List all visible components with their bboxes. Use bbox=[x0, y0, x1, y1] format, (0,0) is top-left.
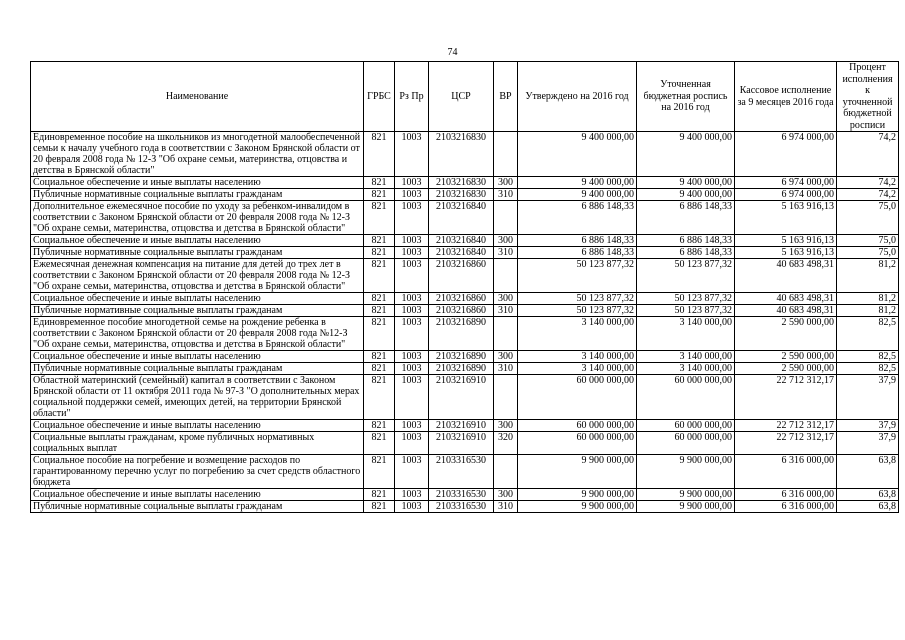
cell-grbs: 821 bbox=[364, 177, 395, 189]
table-row bbox=[31, 455, 899, 489]
table-header-row bbox=[31, 62, 899, 132]
cell-csr: 2103216860 bbox=[429, 259, 494, 293]
cell-approved: 50 123 877,32 bbox=[518, 293, 637, 305]
cell-grbs: 821 bbox=[364, 420, 395, 432]
cell-csr: 2103316530 bbox=[429, 501, 494, 513]
table-row bbox=[31, 201, 899, 235]
header-approved: Утверждено на 2016 год bbox=[518, 62, 637, 132]
cell-csr: 2103216840 bbox=[429, 201, 494, 235]
cell-grbs: 821 bbox=[364, 259, 395, 293]
cell-percent: 74,2 bbox=[837, 177, 899, 189]
cell-rzpr: 1003 bbox=[395, 432, 429, 455]
cell-refined: 3 140 000,00 bbox=[637, 351, 735, 363]
cell-grbs: 821 bbox=[364, 317, 395, 351]
cell-approved: 9 400 000,00 bbox=[518, 189, 637, 201]
cell-cash: 5 163 916,13 bbox=[735, 235, 837, 247]
cell-rzpr: 1003 bbox=[395, 177, 429, 189]
cell-vr: 310 bbox=[494, 247, 518, 259]
cell-percent: 75,0 bbox=[837, 235, 899, 247]
cell-percent: 81,2 bbox=[837, 305, 899, 317]
cell-csr: 2103216910 bbox=[429, 420, 494, 432]
cell-vr: 300 bbox=[494, 235, 518, 247]
cell-rzpr: 1003 bbox=[395, 420, 429, 432]
header-name: Наименование bbox=[31, 62, 364, 132]
cell-name: Единовременное пособие многодетной семье на рождение ребенка в соответствии с Законом Брянской области от 20 февраля 2008 года №12-З "Об охране семьи, материнства, отцовства и детства в Брянской области" bbox=[31, 317, 364, 351]
cell-vr: 300 bbox=[494, 351, 518, 363]
cell-grbs: 821 bbox=[364, 375, 395, 420]
cell-approved: 9 900 000,00 bbox=[518, 501, 637, 513]
cell-csr: 2103216910 bbox=[429, 432, 494, 455]
cell-csr: 2103216860 bbox=[429, 305, 494, 317]
table-body bbox=[31, 132, 899, 513]
cell-cash: 2 590 000,00 bbox=[735, 363, 837, 375]
cell-refined: 6 886 148,33 bbox=[637, 201, 735, 235]
cell-name: Социальное обеспечение и иные выплаты населению bbox=[31, 293, 364, 305]
cell-grbs: 821 bbox=[364, 351, 395, 363]
cell-cash: 40 683 498,31 bbox=[735, 259, 837, 293]
cell-vr: 310 bbox=[494, 189, 518, 201]
cell-csr: 2103216830 bbox=[429, 189, 494, 201]
cell-refined: 9 400 000,00 bbox=[637, 132, 735, 177]
cell-name: Социальное пособие на погребение и возмещение расходов по гарантированному перечню услуг по погребению за счет средств областного бюджета bbox=[31, 455, 364, 489]
cell-refined: 50 123 877,32 bbox=[637, 293, 735, 305]
cell-name: Единовременное пособие на школьников из многодетной малообеспеченной семьи к началу учебного года в соответствии с Законом Брянской области от 20 февраля 2008 года № 12-З "Об охране семьи, материнства, отцовства и детства в Брянской области" bbox=[31, 132, 364, 177]
table-row bbox=[31, 489, 899, 501]
cell-approved: 9 400 000,00 bbox=[518, 177, 637, 189]
cell-vr: 300 bbox=[494, 420, 518, 432]
cell-cash: 6 974 000,00 bbox=[735, 132, 837, 177]
cell-cash: 6 316 000,00 bbox=[735, 455, 837, 489]
cell-csr: 2103216890 bbox=[429, 351, 494, 363]
header-vr: ВР bbox=[494, 62, 518, 132]
cell-approved: 9 400 000,00 bbox=[518, 132, 637, 177]
cell-percent: 81,2 bbox=[837, 259, 899, 293]
cell-name: Публичные нормативные социальные выплаты гражданам bbox=[31, 305, 364, 317]
cell-csr: 2103216890 bbox=[429, 317, 494, 351]
cell-rzpr: 1003 bbox=[395, 501, 429, 513]
page-number: 74 bbox=[447, 47, 458, 58]
cell-percent: 37,9 bbox=[837, 375, 899, 420]
cell-grbs: 821 bbox=[364, 189, 395, 201]
budget-table bbox=[30, 61, 899, 513]
cell-grbs: 821 bbox=[364, 501, 395, 513]
cell-percent: 82,5 bbox=[837, 363, 899, 375]
cell-refined: 50 123 877,32 bbox=[637, 305, 735, 317]
cell-approved: 6 886 148,33 bbox=[518, 201, 637, 235]
cell-csr: 2103216890 bbox=[429, 363, 494, 375]
cell-percent: 37,9 bbox=[837, 432, 899, 455]
table-row bbox=[31, 501, 899, 513]
table-row bbox=[31, 363, 899, 375]
cell-name: Социальное обеспечение и иные выплаты населению bbox=[31, 420, 364, 432]
cell-grbs: 821 bbox=[364, 235, 395, 247]
cell-approved: 9 900 000,00 bbox=[518, 489, 637, 501]
cell-refined: 3 140 000,00 bbox=[637, 363, 735, 375]
cell-percent: 81,2 bbox=[837, 293, 899, 305]
table-row bbox=[31, 317, 899, 351]
cell-name: Дополнительное ежемесячное пособие по уходу за ребенком-инвалидом в соответствии с Законом Брянской области от 20 февраля 2008 года № 12-З "Об охране семьи, материнства, отцовства и детства в Брянской области" bbox=[31, 201, 364, 235]
cell-percent: 82,5 bbox=[837, 317, 899, 351]
cell-approved: 3 140 000,00 bbox=[518, 363, 637, 375]
cell-grbs: 821 bbox=[364, 455, 395, 489]
cell-rzpr: 1003 bbox=[395, 305, 429, 317]
header-rzpr: Рз Пр bbox=[395, 62, 429, 132]
cell-grbs: 821 bbox=[364, 201, 395, 235]
cell-cash: 5 163 916,13 bbox=[735, 247, 837, 259]
header-percent: Процент исполнения к уточненной бюджетной росписи bbox=[837, 62, 899, 132]
cell-refined: 9 400 000,00 bbox=[637, 177, 735, 189]
cell-rzpr: 1003 bbox=[395, 351, 429, 363]
header-cash: Кассовое исполнение за 9 месяцев 2016 года bbox=[735, 62, 837, 132]
cell-refined: 6 886 148,33 bbox=[637, 235, 735, 247]
cell-percent: 63,8 bbox=[837, 455, 899, 489]
cell-rzpr: 1003 bbox=[395, 489, 429, 501]
cell-refined: 9 900 000,00 bbox=[637, 455, 735, 489]
cell-name: Публичные нормативные социальные выплаты гражданам bbox=[31, 501, 364, 513]
cell-csr: 2103216830 bbox=[429, 177, 494, 189]
cell-percent: 63,8 bbox=[837, 489, 899, 501]
cell-cash: 22 712 312,17 bbox=[735, 420, 837, 432]
cell-vr bbox=[494, 317, 518, 351]
cell-grbs: 821 bbox=[364, 247, 395, 259]
cell-name: Социальное обеспечение и иные выплаты населению bbox=[31, 489, 364, 501]
table-row bbox=[31, 305, 899, 317]
cell-cash: 6 974 000,00 bbox=[735, 177, 837, 189]
cell-vr bbox=[494, 259, 518, 293]
cell-vr: 310 bbox=[494, 305, 518, 317]
cell-approved: 6 886 148,33 bbox=[518, 247, 637, 259]
cell-vr bbox=[494, 375, 518, 420]
cell-cash: 6 316 000,00 bbox=[735, 501, 837, 513]
cell-name: Публичные нормативные социальные выплаты гражданам bbox=[31, 247, 364, 259]
cell-refined: 9 400 000,00 bbox=[637, 189, 735, 201]
cell-name: Публичные нормативные социальные выплаты гражданам bbox=[31, 363, 364, 375]
cell-rzpr: 1003 bbox=[395, 317, 429, 351]
cell-grbs: 821 bbox=[364, 363, 395, 375]
table-row bbox=[31, 177, 899, 189]
table-row bbox=[31, 235, 899, 247]
table-row bbox=[31, 189, 899, 201]
table-row bbox=[31, 247, 899, 259]
cell-csr: 2103216910 bbox=[429, 375, 494, 420]
cell-csr: 2103216830 bbox=[429, 132, 494, 177]
header-refined: Уточненная бюджетная роспись на 2016 год bbox=[637, 62, 735, 132]
cell-percent: 82,5 bbox=[837, 351, 899, 363]
cell-rzpr: 1003 bbox=[395, 247, 429, 259]
cell-refined: 9 900 000,00 bbox=[637, 489, 735, 501]
table-row bbox=[31, 432, 899, 455]
cell-approved: 9 900 000,00 bbox=[518, 455, 637, 489]
cell-cash: 2 590 000,00 bbox=[735, 351, 837, 363]
cell-csr: 2103316530 bbox=[429, 489, 494, 501]
cell-vr: 300 bbox=[494, 293, 518, 305]
cell-refined: 3 140 000,00 bbox=[637, 317, 735, 351]
header-csr: ЦСР bbox=[429, 62, 494, 132]
cell-vr: 320 bbox=[494, 432, 518, 455]
cell-approved: 60 000 000,00 bbox=[518, 375, 637, 420]
cell-grbs: 821 bbox=[364, 293, 395, 305]
cell-grbs: 821 bbox=[364, 305, 395, 317]
cell-vr bbox=[494, 132, 518, 177]
cell-cash: 5 163 916,13 bbox=[735, 201, 837, 235]
table-row bbox=[31, 351, 899, 363]
cell-csr: 2103216860 bbox=[429, 293, 494, 305]
table-row bbox=[31, 293, 899, 305]
cell-cash: 22 712 312,17 bbox=[735, 432, 837, 455]
cell-name: Социальные выплаты гражданам, кроме публичных нормативных социальных выплат bbox=[31, 432, 364, 455]
cell-cash: 6 974 000,00 bbox=[735, 189, 837, 201]
cell-name: Социальное обеспечение и иные выплаты населению bbox=[31, 235, 364, 247]
cell-percent: 63,8 bbox=[837, 501, 899, 513]
cell-rzpr: 1003 bbox=[395, 201, 429, 235]
cell-cash: 6 316 000,00 bbox=[735, 489, 837, 501]
cell-approved: 3 140 000,00 bbox=[518, 317, 637, 351]
cell-refined: 60 000 000,00 bbox=[637, 375, 735, 420]
cell-approved: 50 123 877,32 bbox=[518, 259, 637, 293]
cell-name: Областной материнский (семейный) капитал в соответствии с Законом Брянской области от 11 октября 2011 года № 97-З "О дополнительных мерах социальной поддержки семей, имеющих детей, на территории Брянской области" bbox=[31, 375, 364, 420]
cell-rzpr: 1003 bbox=[395, 363, 429, 375]
cell-percent: 74,2 bbox=[837, 189, 899, 201]
cell-csr: 2103216840 bbox=[429, 247, 494, 259]
cell-refined: 9 900 000,00 bbox=[637, 501, 735, 513]
table-row bbox=[31, 259, 899, 293]
cell-rzpr: 1003 bbox=[395, 375, 429, 420]
cell-vr: 310 bbox=[494, 363, 518, 375]
cell-refined: 6 886 148,33 bbox=[637, 247, 735, 259]
cell-rzpr: 1003 bbox=[395, 189, 429, 201]
cell-approved: 50 123 877,32 bbox=[518, 305, 637, 317]
cell-percent: 37,9 bbox=[837, 420, 899, 432]
cell-name: Социальное обеспечение и иные выплаты населению bbox=[31, 351, 364, 363]
cell-name: Социальное обеспечение и иные выплаты населению bbox=[31, 177, 364, 189]
cell-approved: 6 886 148,33 bbox=[518, 235, 637, 247]
cell-percent: 74,2 bbox=[837, 132, 899, 177]
table-row bbox=[31, 132, 899, 177]
cell-refined: 50 123 877,32 bbox=[637, 259, 735, 293]
table-row bbox=[31, 375, 899, 420]
cell-approved: 60 000 000,00 bbox=[518, 420, 637, 432]
cell-approved: 3 140 000,00 bbox=[518, 351, 637, 363]
cell-grbs: 821 bbox=[364, 489, 395, 501]
cell-cash: 40 683 498,31 bbox=[735, 293, 837, 305]
cell-grbs: 821 bbox=[364, 432, 395, 455]
cell-rzpr: 1003 bbox=[395, 235, 429, 247]
cell-refined: 60 000 000,00 bbox=[637, 432, 735, 455]
cell-rzpr: 1003 bbox=[395, 259, 429, 293]
cell-percent: 75,0 bbox=[837, 201, 899, 235]
cell-vr: 310 bbox=[494, 501, 518, 513]
cell-cash: 2 590 000,00 bbox=[735, 317, 837, 351]
header-grbs: ГРБС bbox=[364, 62, 395, 132]
cell-vr bbox=[494, 201, 518, 235]
cell-vr bbox=[494, 455, 518, 489]
cell-cash: 22 712 312,17 bbox=[735, 375, 837, 420]
cell-name: Публичные нормативные социальные выплаты гражданам bbox=[31, 189, 364, 201]
cell-percent: 75,0 bbox=[837, 247, 899, 259]
cell-vr: 300 bbox=[494, 177, 518, 189]
cell-rzpr: 1003 bbox=[395, 455, 429, 489]
table-row bbox=[31, 420, 899, 432]
cell-csr: 2103316530 bbox=[429, 455, 494, 489]
cell-csr: 2103216840 bbox=[429, 235, 494, 247]
cell-approved: 60 000 000,00 bbox=[518, 432, 637, 455]
cell-vr: 300 bbox=[494, 489, 518, 501]
cell-grbs: 821 bbox=[364, 132, 395, 177]
cell-rzpr: 1003 bbox=[395, 293, 429, 305]
cell-refined: 60 000 000,00 bbox=[637, 420, 735, 432]
cell-name: Ежемесячная денежная компенсация на питание для детей до трех лет в соответствии с Законом Брянской области от 20 февраля 2008 года № 12-З "Об охране семьи, материнства, отцовства и детства в Брянской области" bbox=[31, 259, 364, 293]
cell-cash: 40 683 498,31 bbox=[735, 305, 837, 317]
cell-rzpr: 1003 bbox=[395, 132, 429, 177]
